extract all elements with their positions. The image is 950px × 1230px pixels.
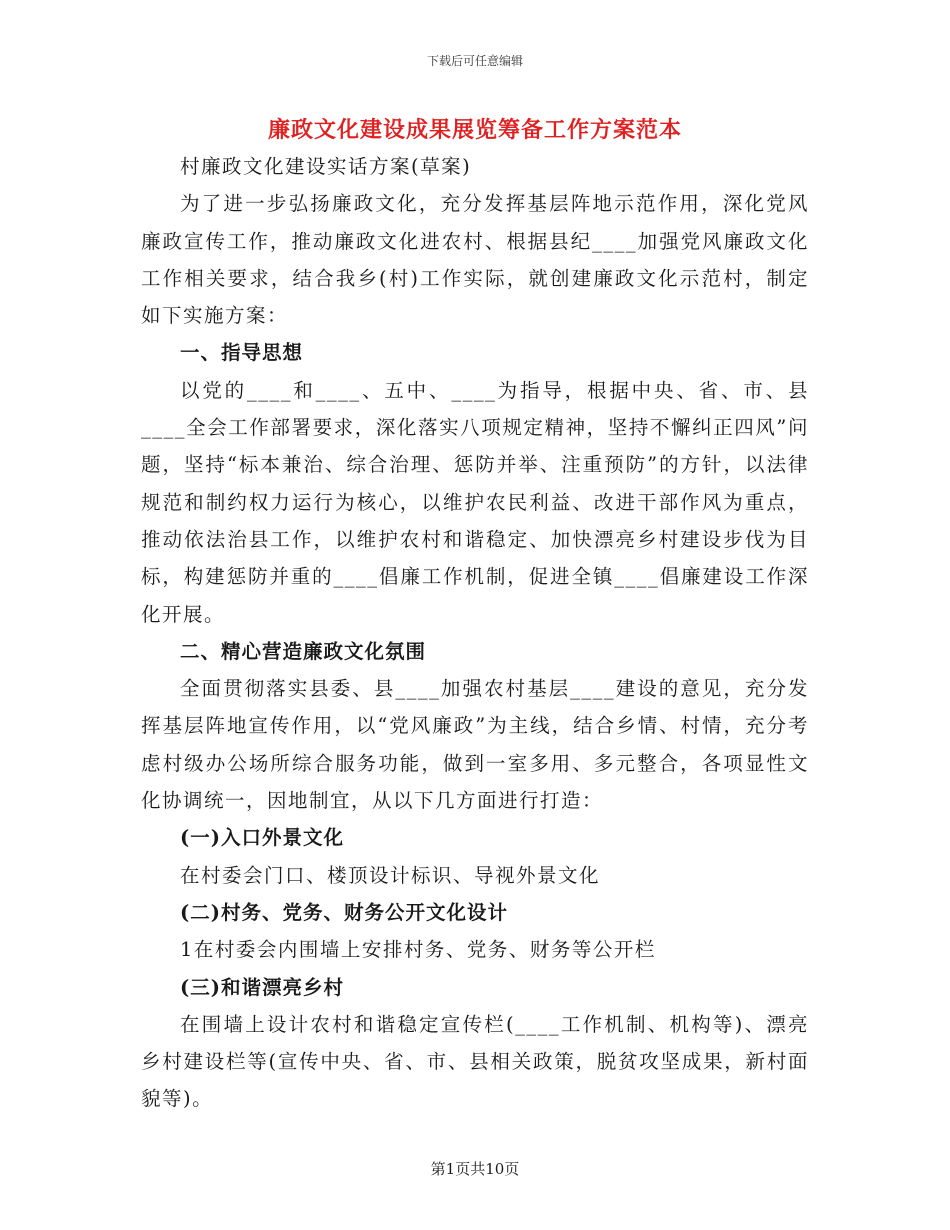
item-3-paragraph: 在围墙上设计农村和谐稳定宣传栏(____工作机制、机构等)、漂亮乡村建设栏等(宣传中央、省、市、县相关政策，脱贫攻坚成果，新村面貌等)。 [141,1012,809,1111]
section-1-heading: 一、指导思想 [180,341,304,365]
document-body [141,148,809,1118]
section-2-heading: 二、精心营造廉政文化氛围 [180,639,427,663]
header-note: 下载后可任意编辑 [426,54,523,68]
item-1-heading: (一)入口外景文化 [180,826,344,850]
item-2-heading: (二)村务、党务、财务公开文化设计 [180,900,508,924]
intro-paragraph: 为了进一步弘扬廉政文化，充分发挥基层阵地示范作用，深化党风廉政宣传工作，推动廉政文化进农村、根据县纪____加强党风廉政文化工作相关要求，结合我乡(村)工作实际，就创建廉政文化示范村，制定如下实施方案： [141,192,809,328]
page-number-footer: 第1页共10页 [430,1160,520,1178]
item-3-heading: (三)和谐漂亮乡村 [180,975,344,999]
section-2-paragraph: 全面贯彻落实县委、县____加强农村基层____建设的意见，充分发挥基层阵地宣传作用，以“党风廉政”为主线，结合乡情、村情，充分考虑村级办公场所综合服务功能，做到一室多用、多元整合，各项显性文化协调统一，因地制宜，从以下几方面进行打造： [141,677,809,813]
section-1-paragraph: 以党的____和____、五中、____为指导，根据中央、省、市、县____全会工作部署要求，深化落实八项规定精神，坚持不懈纠正四风”问题，坚持“标本兼治、综合治理、惩防并举、注重预防”的方针，以法律规范和制约权力运行为核心，以维护农民利益、改进干部作风为重点，推动依法治县工作，以维护农村和谐稳定、加快漂亮乡村建设步伐为目标，构建惩防并重的____倡廉工作机制，促进全镇____倡廉建设工作深化开展。 [141,378,809,626]
item-1-paragraph: 在村委会门口、楼顶设计标识、导视外景文化 [180,863,601,887]
item-2-paragraph: 1在村委会内围墙上安排村务、党务、财务等公开栏 [180,938,656,962]
document-subtitle: 村廉政文化建设实话方案(草案) [180,155,472,178]
document-title: 廉政文化建设成果展览筹备工作方案范本 [267,117,682,143]
